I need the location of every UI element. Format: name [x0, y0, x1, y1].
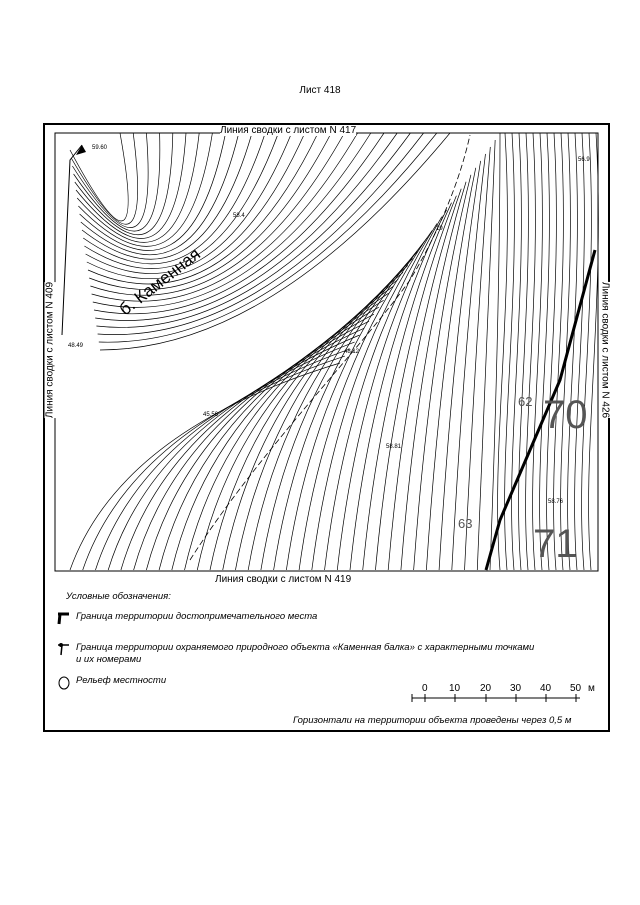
elevation-label: 59.60 [92, 145, 108, 151]
contour-line [414, 175, 471, 570]
point-number-63: 63 [458, 516, 473, 531]
sheet-title: Лист 418 [299, 85, 341, 96]
contour-line [533, 133, 543, 570]
contour-line [83, 356, 345, 570]
elevation-label: 56.9 [578, 157, 590, 163]
scale-tick-label: 30 [510, 683, 522, 694]
contour-line [512, 133, 522, 570]
thick-boundary-icon [56, 611, 72, 625]
section-number-71: 71 [533, 522, 578, 566]
scale-tick-label: 0 [422, 683, 428, 694]
contour-line [589, 133, 599, 570]
map-inner-border [55, 133, 598, 571]
scale-tick-label: 20 [480, 683, 492, 694]
elevation-label: 19 [436, 226, 443, 232]
elevation-label: 58.81 [386, 444, 402, 450]
contour-line [72, 133, 148, 228]
thin-boundary-icon [56, 642, 72, 656]
contour-line [388, 189, 461, 570]
scale-tick-label: 50 [570, 683, 582, 694]
contour-line [465, 147, 491, 570]
contour-line [519, 133, 529, 570]
contour-line [452, 154, 486, 570]
elevation-label: 48.12 [344, 349, 360, 355]
scale-tick-label: 40 [540, 683, 552, 694]
contour-line [92, 133, 358, 301]
contour-line [363, 203, 452, 570]
section-number-70: 70 [543, 393, 588, 437]
scale-unit: м [588, 683, 595, 694]
contour-line [526, 133, 536, 570]
relief-icon [56, 675, 72, 691]
contour-interval-note: Горизонтали на территории объекта проведены через 0,5 м [293, 715, 572, 726]
elevation-label: 45.56 [203, 412, 219, 418]
contour-line [582, 133, 592, 570]
contour-line [74, 133, 160, 231]
contour-line [83, 133, 265, 264]
contour-line [84, 133, 278, 269]
place-name: б. Каменная [115, 244, 204, 320]
edge-label-left: Линия сводки с листом N 409 [44, 281, 56, 419]
legend-item-text: Граница территории охраняемого природного объекта «Каменная балка» с характерными точками и их номерами [76, 642, 535, 665]
contour-line [197, 293, 388, 570]
contour-line [575, 133, 585, 570]
contour-line [261, 258, 413, 570]
contour-line [159, 314, 374, 570]
contour-line [490, 133, 500, 570]
contour-line [235, 272, 403, 570]
elevation-label: 48.49 [68, 343, 84, 349]
legend-item-text: Граница территории достопримечательного места [76, 611, 318, 622]
ravine-arrow [62, 145, 82, 335]
edge-label-right: Линия сводки с листом N 426 [599, 281, 611, 419]
scale-tick-label: 10 [449, 683, 461, 694]
legend-item-text: Рельеф местности [76, 675, 167, 686]
elevation-label: 58.76 [548, 499, 564, 505]
contour-line [185, 300, 384, 570]
contour-lines [70, 133, 598, 570]
point-number-62: 62 [518, 394, 533, 409]
legend-title: Условные обозначения: [66, 591, 171, 602]
edge-label-top: Линия сводки с листом N 417 [220, 125, 357, 136]
edge-label-bottom: Линия сводки с листом N 419 [215, 574, 352, 585]
contour-line [248, 265, 408, 570]
elevation-label: 58.4 [233, 213, 245, 219]
contour-line [223, 279, 398, 570]
contour-line [95, 349, 349, 570]
